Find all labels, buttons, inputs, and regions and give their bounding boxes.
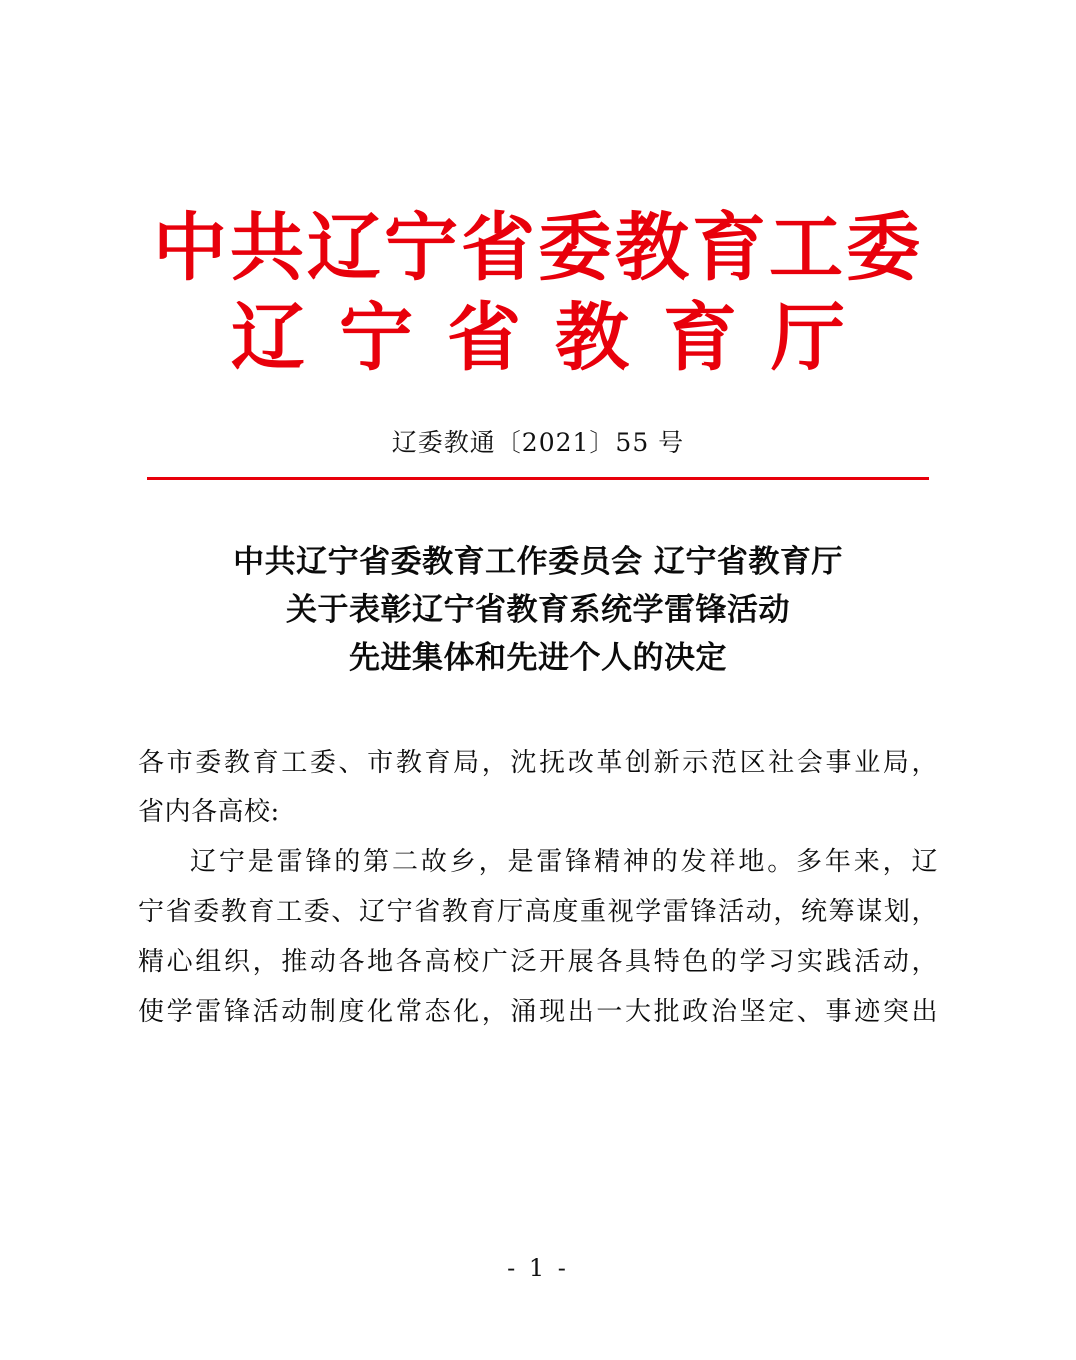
masthead-line-2: 辽宁省教育厅 <box>231 294 879 381</box>
document-body <box>138 739 938 1038</box>
paragraph-1-line-3: 精心组织，推动各地各高校广泛开展各具特色的学习实践活动， <box>138 947 938 978</box>
red-divider-rule <box>147 477 929 480</box>
title-line-3: 先进集体和先进个人的决定 <box>349 640 727 677</box>
paragraph-1-line-1: 辽宁是雷锋的第二故乡，是雷锋精神的发祥地。多年来，辽 <box>190 847 938 878</box>
document-number: 辽委教通〔2021〕55 号 <box>391 428 685 458</box>
masthead-line-1: 中共辽宁省委教育工委 <box>153 205 923 291</box>
paragraph-1-line-4: 使学雷锋活动制度化常态化，涌现出一大批政治坚定、事迹突出 <box>138 997 938 1028</box>
paragraph-1-line-2: 宁省委教育工委、辽宁省教育厅高度重视学雷锋活动，统筹谋划， <box>138 897 938 928</box>
page-number: - 1 - <box>507 1254 569 1282</box>
title-line-2: 关于表彰辽宁省教育系统学雷锋活动 <box>286 592 790 629</box>
addressee-line-2: 省内各高校: <box>138 797 280 828</box>
page-title <box>128 538 948 682</box>
masthead <box>0 0 1076 381</box>
title-line-1: 中共辽宁省委教育工作委员会 辽宁省教育厅 <box>233 544 843 581</box>
addressee-line-1: 各市委教育工委、市教育局，沈抚改革创新示范区社会事业局， <box>138 747 938 778</box>
